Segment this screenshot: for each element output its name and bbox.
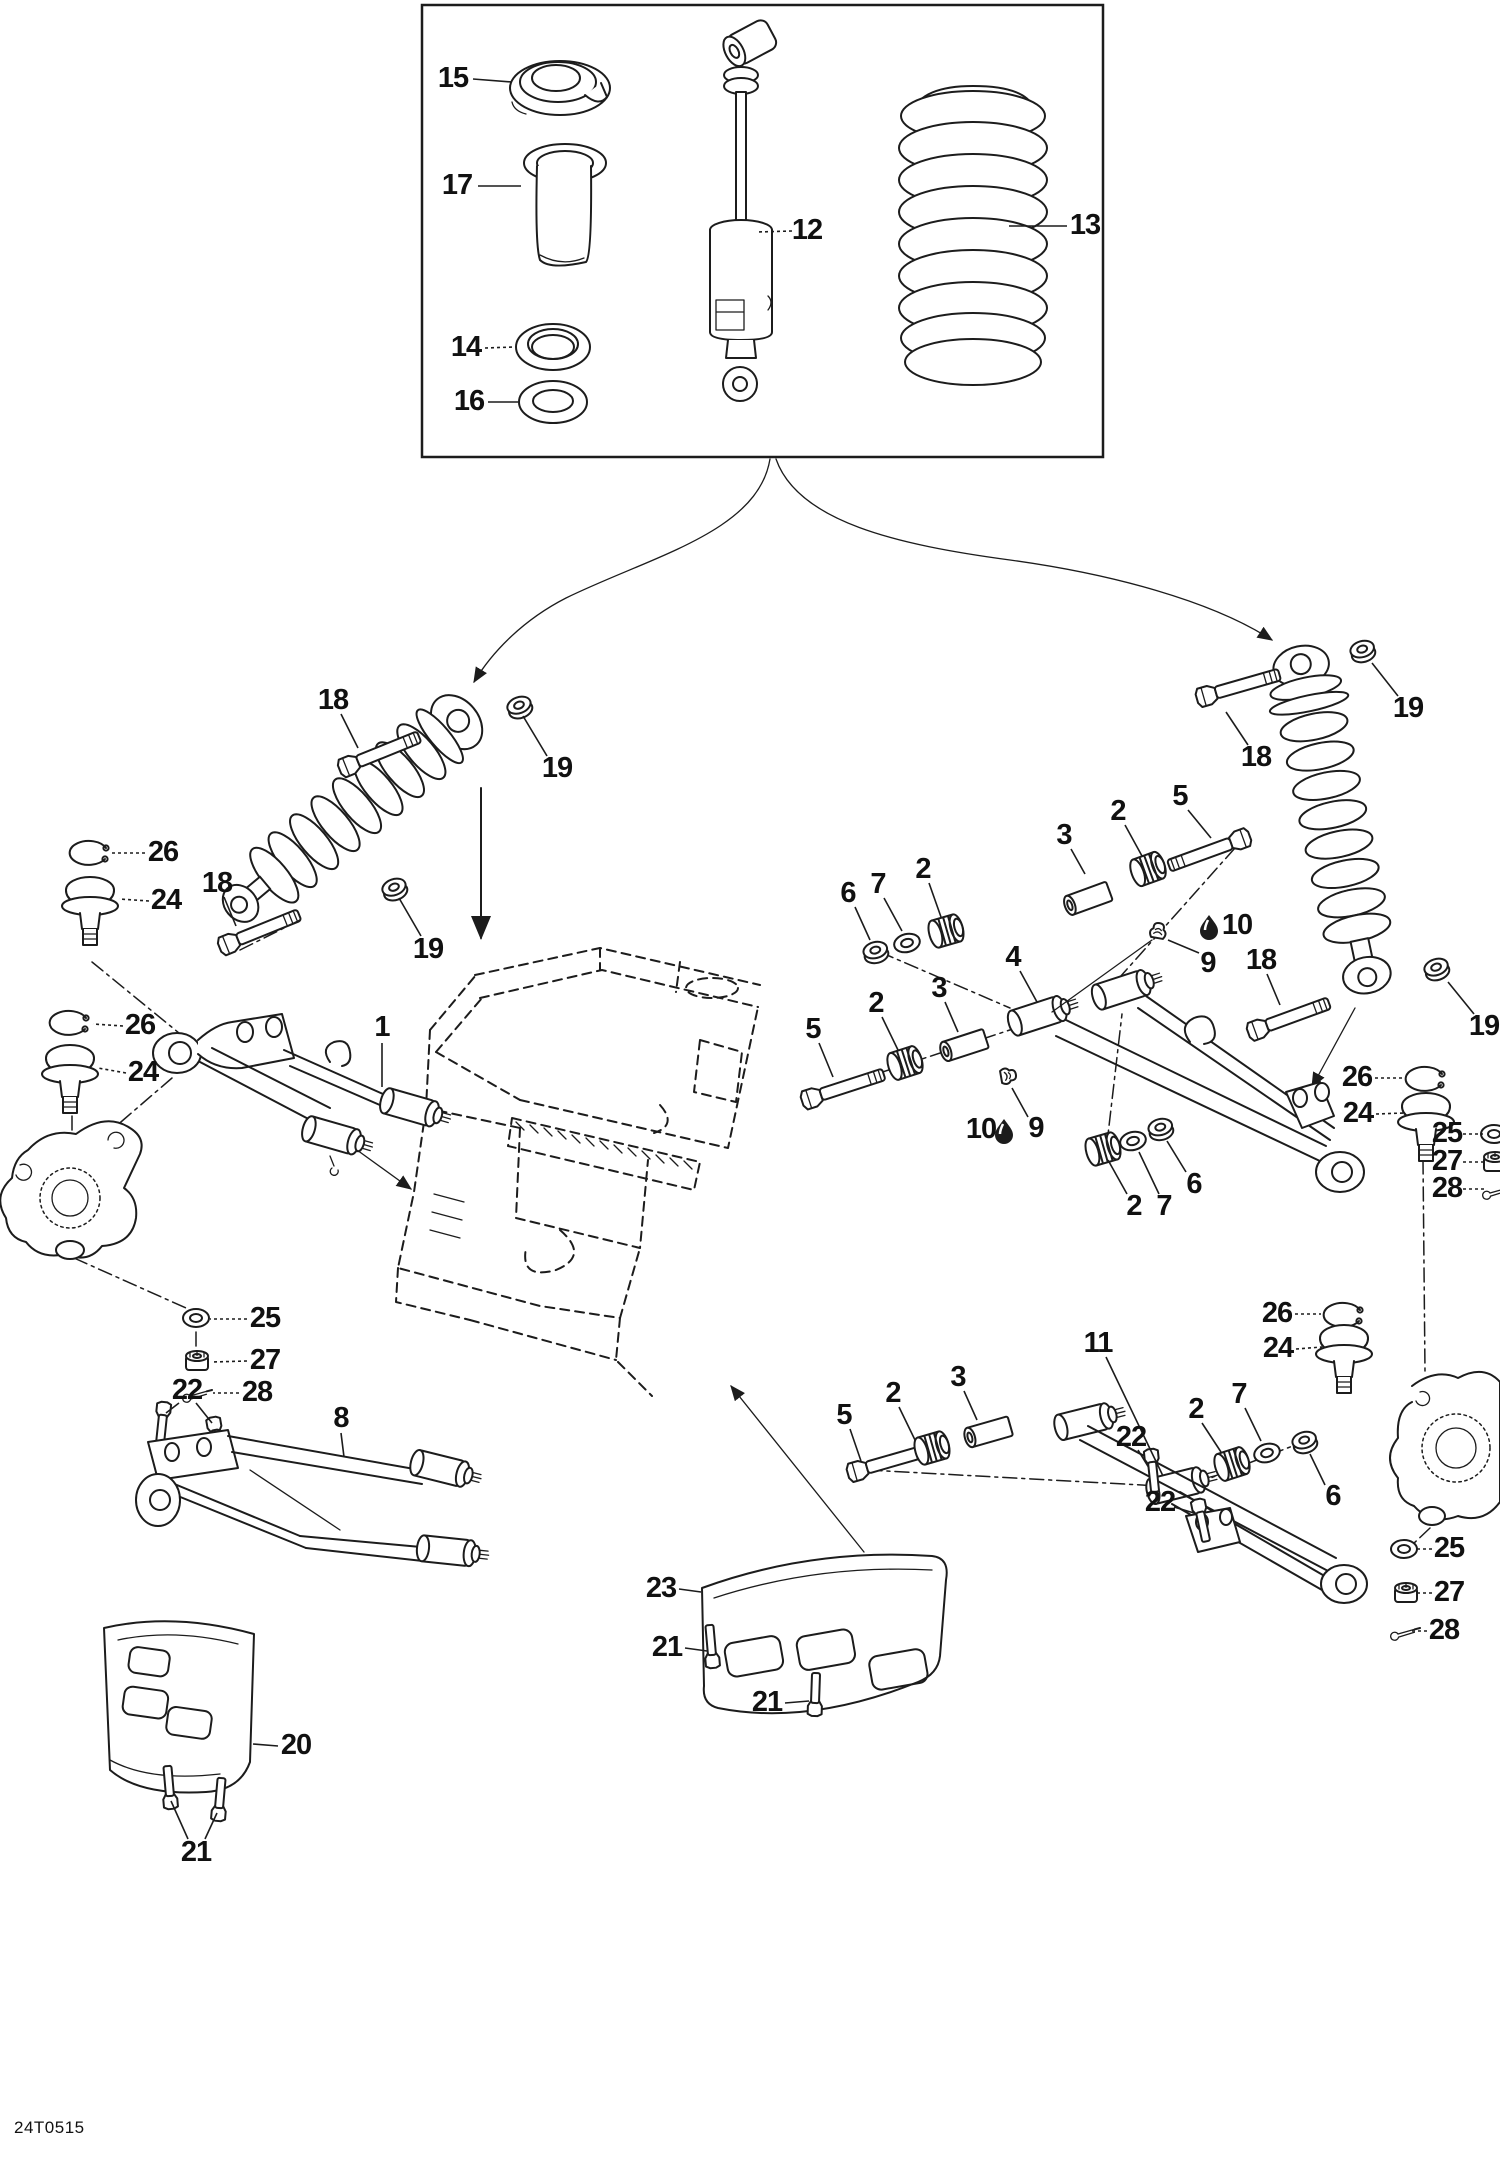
callout-9: 9 — [1028, 1111, 1044, 1144]
castle-nut-27-left — [186, 1351, 208, 1370]
callout-26: 26 — [147, 835, 179, 868]
callout-21: 21 — [651, 1630, 683, 1663]
ball-joint-24-right-bottom — [1316, 1325, 1372, 1393]
cotter-pin-28-right-bottom — [1390, 1624, 1420, 1643]
callout-9: 9 — [1200, 946, 1216, 979]
bushing-2-rowD — [1212, 1445, 1253, 1482]
cotter-pin-28-right-top — [1482, 1183, 1500, 1202]
callout-25: 25 — [249, 1301, 281, 1334]
callout-1: 1 — [374, 1010, 390, 1043]
callout-24: 24 — [150, 883, 182, 916]
callout-7: 7 — [1231, 1377, 1247, 1410]
callout-22: 22 — [1144, 1485, 1176, 1518]
callout-28: 28 — [241, 1375, 273, 1408]
shock-nut-19-right-top — [1348, 638, 1377, 665]
callout-26: 26 — [1341, 1060, 1373, 1093]
castle-nut-27-right-top — [1484, 1152, 1500, 1171]
callout-7: 7 — [1156, 1189, 1172, 1222]
callout-26: 26 — [1261, 1296, 1293, 1329]
grease-nipple-9-b — [1000, 1067, 1017, 1085]
callout-26: 26 — [124, 1008, 156, 1041]
circlip-26-left-bottom — [50, 1011, 89, 1035]
nut-6-clusterB — [1147, 1116, 1175, 1142]
callout-24: 24 — [1342, 1096, 1374, 1129]
callout-19: 19 — [412, 932, 444, 965]
callout-18: 18 — [317, 683, 349, 716]
callout-23: 23 — [645, 1571, 677, 1604]
callout-5: 5 — [1172, 779, 1188, 812]
washer-7-rowD — [1252, 1441, 1282, 1465]
callout-27: 27 — [1431, 1144, 1463, 1177]
callout-27: 27 — [249, 1343, 281, 1376]
upper-arm-right-4 — [1005, 964, 1364, 1192]
callout-5: 5 — [836, 1398, 852, 1431]
frame-ghost — [396, 948, 760, 1396]
coil-spring-13 — [899, 86, 1047, 385]
spacer-tube-17 — [524, 144, 606, 266]
callout-3: 3 — [1056, 818, 1072, 851]
bolt-5-rowB — [799, 1066, 887, 1111]
skid-plate-right-23 — [702, 1555, 947, 1716]
knuckle-right — [1390, 1372, 1500, 1525]
grease-nipple-9-a — [1149, 922, 1167, 939]
callout-28: 28 — [1428, 1613, 1460, 1646]
shock-nut-19-right-bottom — [1422, 956, 1451, 983]
callout-19: 19 — [1392, 691, 1424, 724]
callout-18: 18 — [1245, 943, 1277, 976]
callout-2: 2 — [1126, 1189, 1142, 1222]
callout-16: 16 — [453, 384, 485, 417]
shock-bolt-18-right-top — [1194, 666, 1282, 708]
callout-7: 7 — [870, 867, 886, 900]
callout-25: 25 — [1433, 1531, 1465, 1564]
front-shock-right — [1258, 638, 1410, 1001]
bushing-2-rowA — [1127, 850, 1169, 888]
ball-joint-24-left-top — [62, 877, 118, 945]
callout-2: 2 — [885, 1376, 901, 1409]
castle-nut-27-right-bottom — [1395, 1583, 1417, 1602]
callout-27: 27 — [1433, 1575, 1465, 1608]
callout-19: 19 — [541, 751, 573, 784]
washer-7-clusterB — [1118, 1129, 1148, 1153]
grease-droplet-10-b — [995, 1119, 1013, 1144]
callout-21: 21 — [751, 1685, 783, 1718]
callout-25: 25 — [1431, 1116, 1463, 1149]
nut-6-clusterA — [862, 939, 890, 965]
ball-joint-24-right-top — [1398, 1093, 1454, 1161]
callout-22: 22 — [171, 1373, 203, 1406]
grease-droplet-10-a — [1200, 915, 1218, 940]
callout-19: 19 — [1468, 1009, 1500, 1042]
callout-14: 14 — [450, 330, 482, 363]
callout-2: 2 — [1188, 1392, 1204, 1425]
callout-5: 5 — [805, 1012, 821, 1045]
callout-20: 20 — [280, 1728, 312, 1761]
lower-arm-right-11 — [1052, 1399, 1367, 1603]
washer-25-left — [183, 1309, 209, 1327]
callout-6: 6 — [1325, 1479, 1341, 1512]
sleeve-3-rowA — [1062, 882, 1113, 917]
lower-arm-left-8 — [136, 1430, 490, 1568]
callout-2: 2 — [1110, 794, 1126, 827]
washer-25-right-top — [1481, 1125, 1500, 1143]
assembly-axes — [72, 848, 1430, 1545]
nut-6-rowD — [1290, 1429, 1319, 1456]
shock-nut-19-left-bottom — [380, 876, 410, 904]
callout-17: 17 — [441, 168, 473, 201]
callout-6: 6 — [1186, 1167, 1202, 1200]
callout-6: 6 — [840, 876, 856, 909]
pointer-arrows — [357, 459, 1355, 1552]
callout-24: 24 — [1262, 1331, 1294, 1364]
callout-11: 11 — [1083, 1326, 1113, 1359]
callout-8: 8 — [333, 1401, 349, 1434]
circlip-26-left-top — [70, 841, 109, 865]
shock-nut-19-left-top — [505, 694, 535, 722]
bushing-2-rowC — [912, 1430, 952, 1466]
callout-3: 3 — [950, 1360, 966, 1393]
callout-10: 10 — [965, 1112, 997, 1145]
sleeve-3-rowC — [962, 1416, 1013, 1448]
cotter-pin-28-left — [182, 1386, 212, 1405]
callout-21: 21 — [180, 1835, 212, 1868]
front-shock-left — [206, 682, 495, 940]
washer-7-clusterA — [892, 931, 922, 955]
callout-22: 22 — [1115, 1420, 1147, 1453]
shock-bolt-18-right-bottom — [1245, 995, 1332, 1042]
cup-washer-14 — [516, 324, 590, 370]
ball-joint-24-left-bottom — [42, 1045, 98, 1113]
diagram-code: 24T0515 — [14, 2118, 85, 2137]
washer-25-right-bottom — [1391, 1540, 1417, 1558]
callout-10: 10 — [1221, 908, 1253, 941]
circlip-26-right-bottom — [1324, 1303, 1363, 1327]
callout-13: 13 — [1069, 208, 1101, 241]
upper-arm-left-1 — [153, 1014, 454, 1175]
shock-absorber-12 — [710, 18, 779, 401]
bushing-2-clusterA — [926, 913, 966, 949]
callout-18: 18 — [1240, 740, 1272, 773]
callout-24: 24 — [127, 1055, 159, 1088]
circlip-26-right-top — [1406, 1067, 1445, 1091]
callout-28: 28 — [1431, 1171, 1463, 1204]
callout-15: 15 — [437, 61, 469, 94]
skid-plate-left-20 — [104, 1621, 254, 1792]
bushing-2-clusterB — [1083, 1131, 1123, 1167]
bolt-5-rowA — [1166, 827, 1253, 874]
bushing-2-rowB — [885, 1044, 926, 1081]
spring-cap-15 — [510, 61, 610, 115]
sleeve-3-rowB — [938, 1029, 989, 1063]
callout-2: 2 — [915, 852, 931, 885]
callout-2: 2 — [868, 986, 884, 1019]
callout-12: 12 — [791, 213, 823, 246]
flat-washer-16 — [519, 381, 587, 423]
callout-4: 4 — [1005, 940, 1021, 973]
knuckle-left — [0, 1121, 141, 1259]
callout-18: 18 — [201, 866, 233, 899]
callout-3: 3 — [931, 971, 947, 1004]
